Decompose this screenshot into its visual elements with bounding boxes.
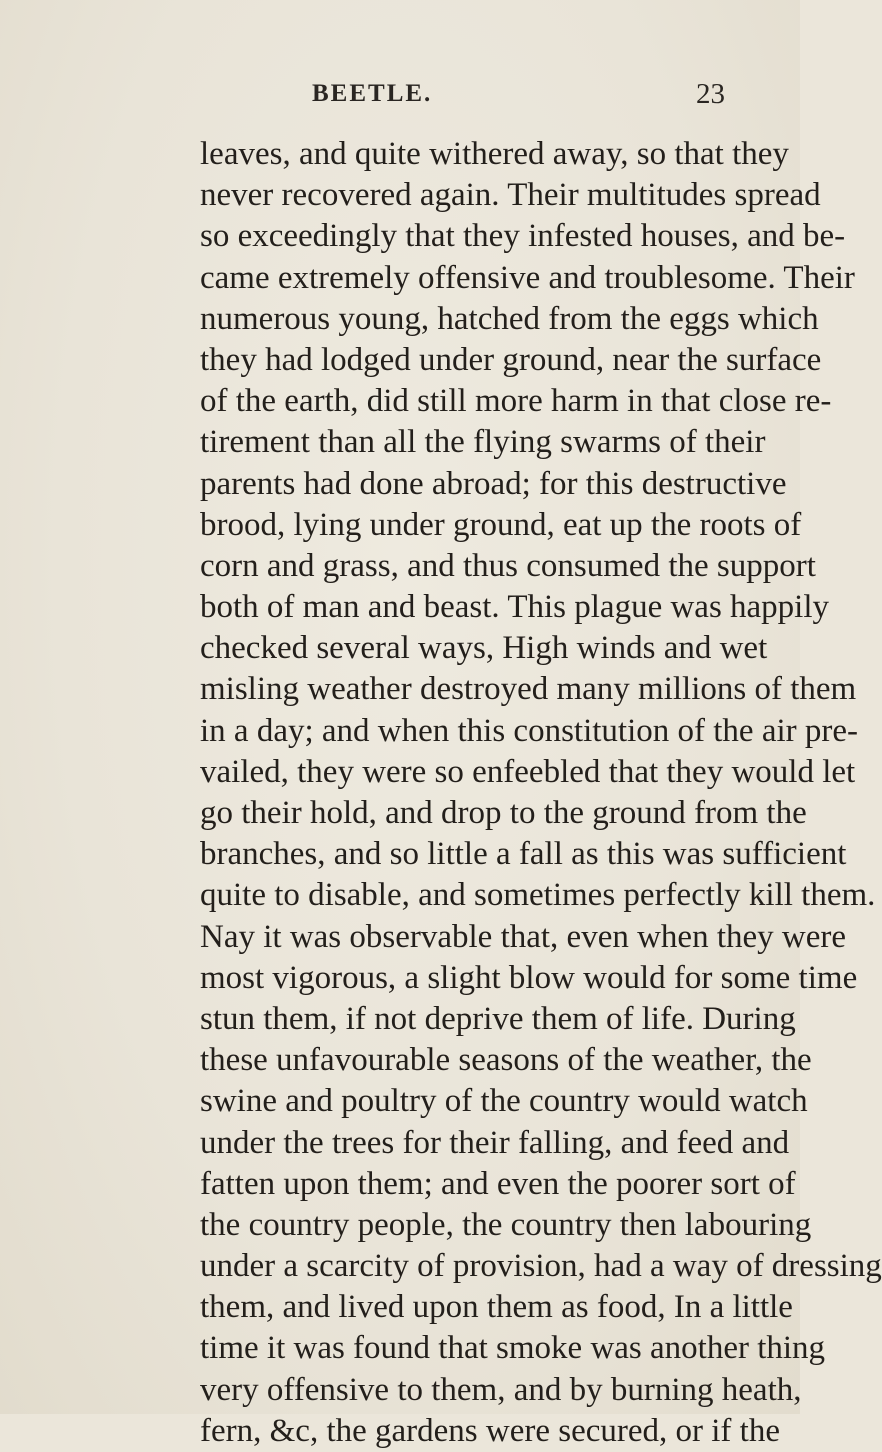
text-line: fatten upon them; and even the poorer sort of [200,1165,796,1202]
text-line: these unfavourable seasons of the weather, the [200,1042,812,1079]
text-line: parents had done abroad; for this destructive [200,465,787,502]
text-line: Nay it was observable that, even when they were [200,918,847,955]
text-line: under the trees for their falling, and feed and [200,1124,790,1161]
page-number: 23 [696,78,725,110]
text-line: never recovered again. Their multitudes spread [200,177,821,214]
text-line: swine and poultry of the country would watch [200,1083,808,1120]
text-line: under a scarcity of provision, had a way of dressing [200,1248,882,1285]
text-line: them, and lived upon them as food, In a little [200,1289,793,1326]
text-line: leaves, and quite withered away, so that they [200,136,789,172]
text-line: stun them, if not deprive them of life. During [200,1000,796,1037]
text-line: time it was found that smoke was another thing [200,1330,826,1367]
text-line: vailed, they were so enfeebled that they would let [200,753,856,790]
text-line: so exceedingly that they infested houses, and be- [200,218,846,255]
text-line: branches, and so little a fall as this was sufficient [200,836,847,873]
text-line: came extremely offensive and troublesome. Their [200,259,855,296]
text-line: corn and grass, and thus consumed the support [200,547,816,584]
text-line: in a day; and when this constitution of the air pre- [200,712,859,749]
text-line: quite to disable, and sometimes perfectly kill them. [200,877,876,914]
text-line: they had lodged under ground, near the surface [200,341,822,378]
text-line: both of man and beast. This plague was happily [200,589,830,626]
text-line: the country people, the country then labouring [200,1206,812,1243]
text-line: misling weather destroyed many millions of them [200,671,857,708]
text-line: of the earth, did still more harm in that close re- [200,383,832,420]
text-line: checked several ways, High winds and wet [200,630,768,667]
text-line: tirement than all the flying swarms of their [200,424,766,461]
text-line: most vigorous, a slight blow would for some time [200,959,858,996]
page-header [0,80,800,120]
text-line: very offensive to them, and by burning heath, [200,1371,802,1408]
text-line: numerous young, hatched from the eggs which [200,300,819,337]
text-line: go their hold, and drop to the ground from the [200,795,807,831]
text-line: brood, lying under ground, eat up the roots of [200,506,802,543]
text-line: fern, &c, the gardens were secured, or if the [200,1412,780,1449]
running-title: BEETLE. [312,80,433,107]
body-text [200,134,882,1452]
